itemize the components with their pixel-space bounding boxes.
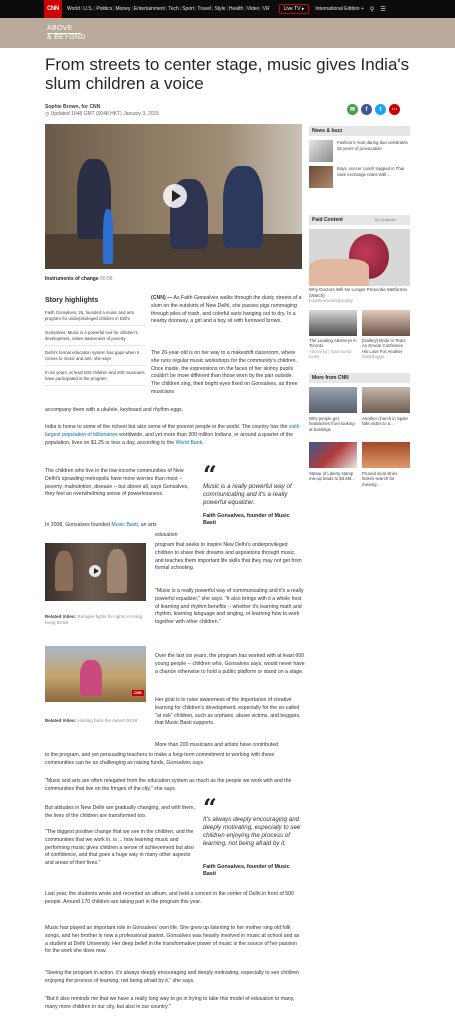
nav-link-sport[interactable]: Sport bbox=[182, 6, 195, 12]
paragraph-12: "The biggest positive change that we see in the children, and the communities that we work in, is ... how learning music and performing music gives children a sense of achievement but also of confidence, and that goes a huge way in many other aspects and areas of their lives." bbox=[45, 829, 194, 867]
more-thumbnail[interactable] bbox=[362, 442, 410, 468]
nav-link-travel[interactable]: Travel bbox=[197, 6, 212, 12]
paragraph-1: (CNN) — As Faith Gonsalves walks through the dusty streets of a slum on the outskirts of New Delhi, she passes pigs rummaging through piles of trash, and colorful saris hanging out to dry. In a nearby doorway, a girl and a boy sit with furrowed brows. bbox=[151, 295, 302, 325]
story-highlights-list bbox=[45, 310, 145, 390]
paragraph-8: Her goal is to raise awareness of the importance of creative learning for children's development, especially for the so-called "at risk" children, such as orphans, abuse victims, and beggars, that Music Basti supports. bbox=[155, 697, 301, 727]
paragraph-2-cont: accompany them with a ukulele, keyboard and rhythm eggs. bbox=[45, 407, 184, 413]
outbrain-label[interactable]: by Outbrain bbox=[375, 217, 396, 222]
ad-thumbnail[interactable] bbox=[362, 310, 410, 336]
paragraph-15: "Seeing the program in action, it's always deeply encouraging and deeply motivating, especially to see children enjoying the process of learning, not being afraid by it," she says. bbox=[45, 970, 299, 984]
ad-main-caption[interactable]: Why Doctors Will No Longer Prescribe Metformin (Watch) healthnewsdaily.today bbox=[309, 287, 408, 304]
pull-quote-1: Music is a really powerful way of communicating and it's a really powerful equalizer. bbox=[203, 483, 292, 506]
quote-mark-icon: “ bbox=[203, 793, 217, 822]
paragraph-7: Over the last six years, the program has worked with at least 600 young people -- children who, Gonsalves says, would never have a chance otherwise to hold a public platform or stand on a stage. bbox=[155, 653, 305, 675]
paragraph-10: "Music and arts are often relegated from the education system as much as the people we work with and the communities that live on the fringes of the city," she says. bbox=[45, 778, 292, 792]
video-caption-title: Instruments of change bbox=[45, 276, 99, 282]
story-highlights-title: Story highlights bbox=[45, 297, 99, 304]
highlight-item: Faith Gonsalves, 26, founded a music and arts program for underprivileged children in Delhi bbox=[45, 310, 145, 326]
nav-link-world[interactable]: World bbox=[67, 6, 80, 12]
byline: Sophie Brown, for CNN bbox=[45, 104, 101, 110]
banner-line-2: & BEYOND bbox=[47, 34, 86, 41]
more-caption[interactable]: Pruned local stries Dokes search for missing... bbox=[362, 471, 398, 487]
nav-links: World | U.S. | Politics | Money | Entertainment | Tech | Sport | Travel | Style | Health | Video | VR bbox=[67, 6, 270, 12]
paragraph-3: India is home to some of the richest but also some of the poorest people in the world. The country has the sixth largest population of billionaires worldwide, and yet more than 300 million Indians, or around a quarter of the population, lives on $1.25 or less a day, according to the World Bank. bbox=[45, 424, 300, 446]
ad-caption[interactable]: The Leading Attorneys in Toronto Attorneys | Sponsored Links bbox=[309, 338, 357, 360]
cnn-bug-icon: CNN bbox=[134, 691, 142, 695]
updated-text: Updated 1648 GMT (0048 HKT) January 3, 2015 bbox=[50, 111, 160, 117]
more-caption[interactable]: Why people get headaches from looking at buildings bbox=[309, 416, 355, 432]
email-share-icon[interactable]: ✉ bbox=[347, 104, 358, 115]
pull-quote-2: It's always deeply encouraging and deeply motivating, especially to see children enjoying the process of learning, not being afraid by it. bbox=[203, 816, 301, 847]
paragraph-5c: program that seeks to inspire New Delhi's underprivileged children to share their dreams and aspirations through music, and teaches them important life skills that they may not get from formal schooling. bbox=[155, 542, 302, 572]
video-player[interactable] bbox=[45, 124, 302, 269]
nav-link-health[interactable]: Health bbox=[228, 6, 244, 12]
highlight-item: Gonsalves: Music is a powerful tool for children's development, raises awareness of poverty bbox=[45, 330, 145, 346]
top-nav bbox=[0, 0, 455, 18]
nav-link-video[interactable]: Video bbox=[246, 6, 260, 12]
related-video-2-thumbnail[interactable] bbox=[45, 646, 146, 702]
related-video-1-caption[interactable]: Related Video: Refugee fights for rights in Hong Kong 00:58 bbox=[45, 614, 142, 625]
paragraph-13: Last year, the students wrote and recorded an album, and held a concert in the center of Delhi in front of 500 people. Around 170 children are taking part in the program this year. bbox=[45, 891, 294, 905]
highlight-item: Delhi's formal education system has gaps when it comes to music and arts, she says bbox=[45, 350, 145, 366]
paid-content-header: Paid Content bbox=[309, 215, 410, 225]
ad-caption[interactable]: [Gallery] Bride In Tears As Groom Confesses His Love For Another DailyDoggo bbox=[362, 338, 406, 360]
clock-icon: ◷ bbox=[45, 111, 50, 117]
news-buzz-header: News & buzz bbox=[309, 126, 410, 136]
news-item[interactable]: Boys, soccer coach trapped in Thai cave exchange notes with... bbox=[309, 166, 410, 188]
paragraph-16: "But it also reminds me that we have a really long way to go in trying to take this model of education to many, many more children in our city, but also in our country." bbox=[45, 996, 295, 1010]
video-keyboard bbox=[103, 209, 113, 264]
play-icon[interactable] bbox=[89, 565, 101, 577]
menu-icon[interactable]: ☰ bbox=[380, 6, 386, 13]
ad-thumbnail[interactable] bbox=[309, 310, 357, 336]
highlight-item: In six years, at least 600 children and 200 musicians have participated in the program bbox=[45, 370, 145, 386]
edition-selector[interactable]: International Edition + bbox=[315, 6, 364, 12]
page-title: From streets to center stage, music gives India's slum children a voice bbox=[45, 55, 410, 93]
news-thumbnail bbox=[309, 166, 333, 188]
world-bank-link[interactable]: World Bank. bbox=[175, 439, 204, 446]
video-duration: 00:58 bbox=[100, 276, 113, 282]
play-button[interactable] bbox=[163, 184, 187, 208]
more-thumbnail[interactable] bbox=[309, 442, 357, 468]
live-tv-button[interactable]: Live TV ▸ bbox=[279, 4, 310, 14]
nav-link-vr[interactable]: VR bbox=[262, 6, 270, 12]
more-caption[interactable]: Statue of Liberty stamp mix-up leads to $3.5M... bbox=[309, 471, 355, 482]
paragraph-6: "Music is a really powerful way of communicating and it's a really powerful equalizer," she says. "It also brings with it a whole host of learning and rhythm benefits -- whether it's learning math and rhythm, learning language and singing, or learning how to work together with other children." bbox=[155, 588, 304, 626]
related-video-1-thumbnail[interactable] bbox=[45, 543, 146, 601]
paragraph-2: The 26-year-old is on her way to a makeshift classroom, where she runs regular music workshops for the community's children. Once inside, the expressions on the faces of her skinny pupils couldn't be more different than those worn by the pair outside. The children sing, their bright eyes fixed on Gonsalves, as three musicians bbox=[151, 350, 298, 395]
search-icon[interactable]: ⚲ bbox=[369, 6, 375, 13]
more-from-cnn-header: More from CNN bbox=[309, 373, 410, 383]
nav-link-politics[interactable]: Politics bbox=[96, 6, 113, 12]
pull-quote-1-attribution: Faith Gonsalves, founder of Music Basti bbox=[203, 513, 290, 526]
nav-link-tech[interactable]: Tech bbox=[168, 6, 179, 12]
more-thumbnail[interactable] bbox=[362, 387, 410, 413]
more-share-icon[interactable]: ⋯ bbox=[389, 104, 400, 115]
pull-quote-2-attribution: Faith Gonsalves, founder of Music Basti bbox=[203, 864, 290, 877]
more-caption[interactable]: Another church in Spain falls victim to a... bbox=[362, 416, 408, 427]
facebook-share-icon[interactable]: f bbox=[361, 104, 372, 115]
video-caption bbox=[45, 276, 113, 282]
quote-mark-icon: “ bbox=[203, 460, 217, 489]
nav-link-entertainment[interactable]: Entertainment bbox=[133, 6, 165, 12]
news-thumbnail bbox=[309, 140, 333, 162]
paragraph-4: The children who live in the low-income communities of New Delhi's sprawling metropolis have more worries than most -- poverty, malnutrition, disease -- but above all, says Gonsalves, they feel an overwhelming sense of powerlessness. bbox=[45, 468, 189, 498]
more-thumbnail[interactable] bbox=[309, 387, 357, 413]
nav-link-us[interactable]: U.S. bbox=[83, 6, 94, 12]
dateline: (CNN) — bbox=[151, 295, 173, 301]
nav-link-money[interactable]: Money bbox=[115, 6, 131, 12]
paragraph-5b: education bbox=[155, 532, 178, 538]
paragraph-9b: to the program, and yet persuading teachers to make a long-term commitment to working with these communities can be as challenging as raising funds, Gonsalves says. bbox=[45, 752, 275, 766]
paragraph-11: But attitudes in New Delhi are gradually changing, and with them, the lives of the children are transformed too. bbox=[45, 805, 195, 819]
nav-link-style[interactable]: Style bbox=[214, 6, 226, 12]
ad-main-image[interactable] bbox=[309, 229, 410, 286]
banner-line-1: ABOVE bbox=[47, 25, 73, 32]
twitter-share-icon[interactable]: t bbox=[375, 104, 386, 115]
video-person-3 bbox=[223, 166, 263, 248]
share-buttons bbox=[347, 104, 400, 115]
live-tv-label: Live TV bbox=[283, 6, 301, 12]
related-video-2-caption[interactable]: Related Video: Holding back the desert 00:58 bbox=[45, 718, 138, 723]
cnn-logo[interactable]: CNN bbox=[44, 0, 62, 18]
music-basti-link[interactable]: Music Basti bbox=[111, 522, 138, 528]
paragraph-14: Music has played an important role in Gonsalves' own life. She grew up listening to her mother sing old folk songs, and her brother is now a professional pianist. Gonsalves was heavily involved in music at school and as a student at Delhi University. Her deep belief in the transformative power of music is the source of her passion for the work she does now. bbox=[45, 925, 300, 955]
section-banner bbox=[0, 18, 455, 48]
news-item[interactable]: Fashion's Host daring duo celebrates 25 years of provocation bbox=[309, 140, 410, 162]
billionaires-link[interactable]: sixth largest population of billionaires bbox=[45, 424, 300, 438]
paragraph-9a: More than 200 musicians and artists have contributed bbox=[155, 742, 279, 748]
updated-timestamp bbox=[45, 111, 159, 117]
paragraph-5a: In 2008, Gonsalves founded Music Basti, an arts bbox=[45, 522, 157, 528]
